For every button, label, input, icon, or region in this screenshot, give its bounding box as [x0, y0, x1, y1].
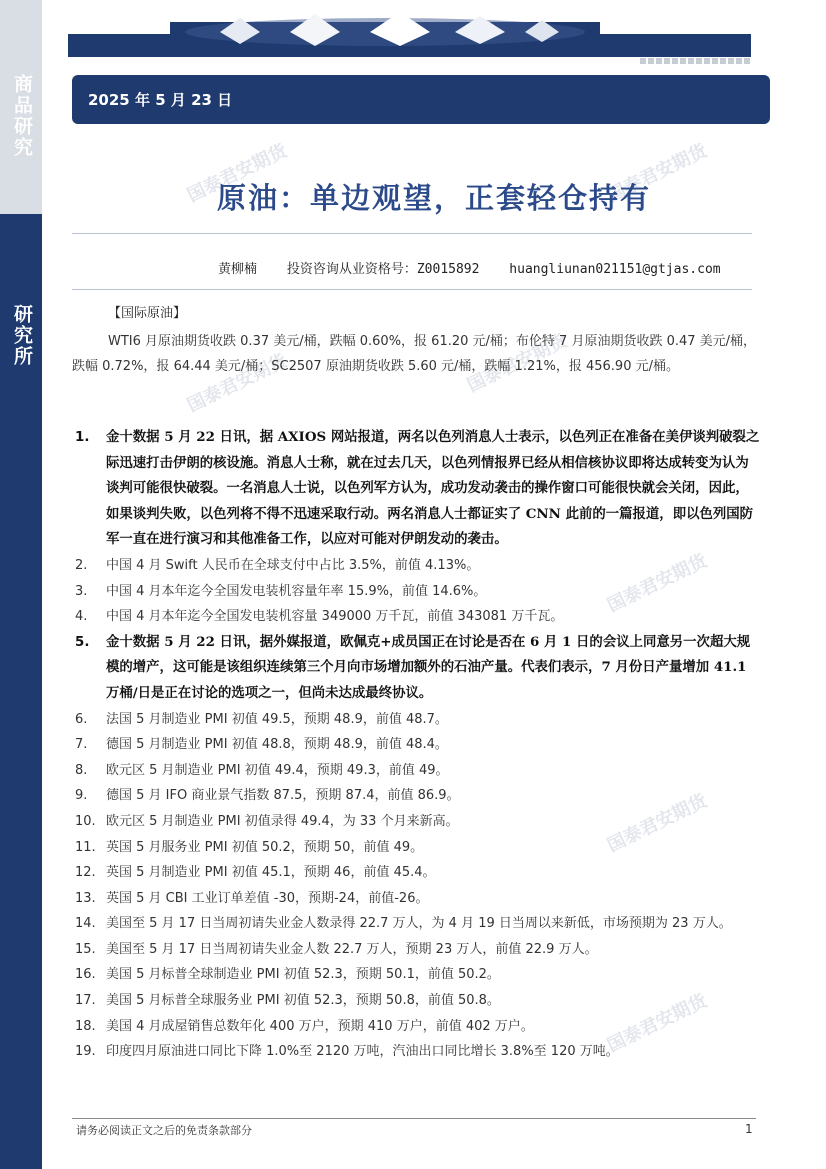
list-item-number: 9. — [75, 788, 88, 804]
list-item-number: 15. — [75, 941, 96, 957]
list-item-number: 17. — [75, 993, 96, 1009]
list-item — [72, 630, 762, 707]
list-item-text: 欧元区 5 月制造业 PMI 初值录得 49.4，为 33 个月来新高。 — [106, 813, 459, 829]
list-item — [72, 937, 762, 963]
list-item-text: 中国 4 月本年迄今全国发电装机容量 349000 万千瓦，前值 343081 万千瓦。 — [106, 609, 564, 625]
list-item-number: 8. — [75, 762, 88, 778]
list-item-number: 18. — [75, 1018, 96, 1034]
news-list — [72, 425, 762, 1065]
list-item-number: 7. — [75, 737, 88, 753]
list-item-number: 3. — [75, 583, 88, 599]
list-item-text: 印度四月原油进口同比下降 1.0%至 2120 万吨，汽油出口同比增长 3.8%至 120 万吨。 — [106, 1044, 619, 1060]
list-item-text: 美国至 5 月 17 日当周初请失业金人数录得 22.7 万人，为 4 月 19 日当周以来新低，市场预期为 23 万人。 — [106, 916, 732, 932]
list-item — [72, 604, 762, 630]
watermark: 国泰君安期货 — [184, 350, 291, 417]
list-item-text: 欧元区 5 月制造业 PMI 初值 49.4，预期 49.3，前值 49。 — [106, 762, 449, 778]
list-item-text: 中国 4 月本年迄今全国发电装机容量年率 15.9%，前值 14.6%。 — [106, 583, 487, 599]
list-item-text: 美国 5 月标普全球服务业 PMI 初值 52.3，预期 50.8，前值 50.8。 — [106, 993, 500, 1009]
report-title: 原油：单边观望，正套轻仓持有 — [216, 181, 651, 215]
title-divider — [72, 233, 752, 234]
section-heading: 【国际原油】 — [108, 306, 187, 321]
watermark: 国泰君安期货 — [604, 140, 711, 207]
list-item-number: 2. — [75, 557, 88, 573]
list-item-number: 14. — [75, 916, 96, 932]
list-item-text: 中国 4 月 Swift 人民币在全球支付中占比 3.5%，前值 4.13%。 — [106, 557, 480, 573]
report-date: 2025 年 5 月 23 日 — [88, 91, 233, 109]
list-item — [72, 732, 762, 758]
author-divider — [72, 289, 752, 290]
list-item-number: 10. — [75, 813, 96, 829]
watermark: 国泰君安期货 — [604, 990, 711, 1057]
watermark: 国泰君安期货 — [604, 790, 711, 857]
list-item — [72, 860, 762, 886]
watermark: 国泰君安期货 — [184, 140, 291, 207]
list-item-number: 4. — [75, 609, 88, 625]
list-item — [72, 809, 762, 835]
page-number: 1 — [745, 1122, 753, 1136]
sidebar-institute-label: 研究所 — [11, 304, 33, 367]
list-item-number: 12. — [75, 865, 96, 881]
list-item — [72, 783, 762, 809]
list-item-text: 德国 5 月制造业 PMI 初值 48.8，预期 48.9，前值 48.4。 — [106, 737, 448, 753]
watermark: 国泰君安期货 — [604, 550, 711, 617]
list-item-text: 英国 5 月制造业 PMI 初值 45.1，预期 46，前值 45.4。 — [106, 865, 436, 881]
list-item-text: 美国至 5 月 17 日当周初请失业金人数 22.7 万人，预期 23 万人，前值 22.9 万人。 — [106, 941, 598, 957]
diamond-logo-icon — [170, 8, 600, 48]
list-item-text: 法国 5 月制造业 PMI 初值 49.5，预期 48.9，前值 48.7。 — [106, 711, 448, 727]
list-item — [72, 911, 762, 937]
list-item — [72, 835, 762, 861]
list-item — [72, 425, 762, 553]
list-item — [72, 758, 762, 784]
list-item-number: 16. — [75, 967, 96, 983]
author-line — [218, 258, 743, 277]
list-item-number: 5. — [75, 634, 90, 650]
list-item — [72, 1014, 762, 1040]
list-item — [72, 988, 762, 1014]
list-item — [72, 1039, 762, 1065]
list-item-number: 6. — [75, 711, 88, 727]
author-license: 投资咨询从业资格号：Z0015892 — [286, 262, 480, 277]
list-item-number: 13. — [75, 890, 96, 906]
section-intro: WTI6 月原油期货收跌 0.37 美元/桶，跌幅 0.60%，报 61.20 元/桶；布伦特 7 月原油期货收跌 0.47 美元/桶，跌幅 0.72%，报 64.44 美元/桶；SC2507 原油期货收跌 5.60 元/桶，跌幅 1.21%，报 456.90 元/桶。 — [72, 334, 757, 374]
list-item-number: 11. — [75, 839, 96, 855]
list-item-number: 1. — [75, 430, 90, 445]
list-item-text: 德国 5 月 IFO 商业景气指数 87.5，预期 87.4，前值 86.9。 — [106, 788, 460, 804]
author-email: huangliunan021151@gtjas.com — [509, 262, 721, 277]
author-name: 黄柳楠 — [218, 262, 258, 277]
list-item-text: 金十数据 5 月 22 日讯，据 AXIOS 网站报道，两名以色列消息人士表示，以色列正在准备在美伊谈判破裂之际迅速打击伊朗的核设施。消息人士称，就在过去几天，以色列情报界已经从相信核协议即将达成转变为认为谈判可能很快破裂。一名消息人士说，以色列军方认为，成功发动袭击的操作窗口可能很快就会关闭，因此，如果谈判失败，以色列将不得不迅速采取行动。两名消息人士都证实了 CNN 此前的一篇报道，即以色列国防军一直在进行演习和其他准备工作，以应对可能对伊朗发动的袭击。 — [106, 429, 760, 548]
footer-divider — [72, 1118, 756, 1119]
list-item-number: 19. — [75, 1044, 96, 1060]
list-item — [72, 886, 762, 912]
list-item — [72, 707, 762, 733]
list-item-text: 美国 5 月标普全球制造业 PMI 初值 52.3，预期 50.1，前值 50.2。 — [106, 967, 500, 983]
list-item-text: 美国 4 月成屋销售总数年化 400 万户，预期 410 万户，前值 402 万户。 — [106, 1018, 534, 1034]
footer-disclaimer: 请务必阅读正文之后的免责条款部分 — [76, 1124, 252, 1137]
list-item — [72, 579, 762, 605]
list-item — [72, 962, 762, 988]
list-item — [72, 553, 762, 579]
list-item-text: 金十数据 5 月 22 日讯，据外媒报道，欧佩克+成员国正在讨论是否在 6 月 1 日的会议上同意另一次超大规模的增产，这可能是该组织连续第三个月向市场增加额外的石油产量。代表们表示，7 月份日产量增加 41.1 万桶/日是正在讨论的选项之一，但尚未达成最终协议。 — [106, 633, 751, 701]
list-item-text: 英国 5 月 CBI 工业订单差值 -30，预期-24，前值-26。 — [106, 890, 429, 906]
sidebar-category-label: 商品研究 — [11, 74, 33, 158]
watermark: 国泰君安期货 — [464, 330, 571, 397]
header-tagline-strip — [640, 58, 750, 64]
list-item-text: 英国 5 月服务业 PMI 初值 50.2，预期 50，前值 49。 — [106, 839, 424, 855]
